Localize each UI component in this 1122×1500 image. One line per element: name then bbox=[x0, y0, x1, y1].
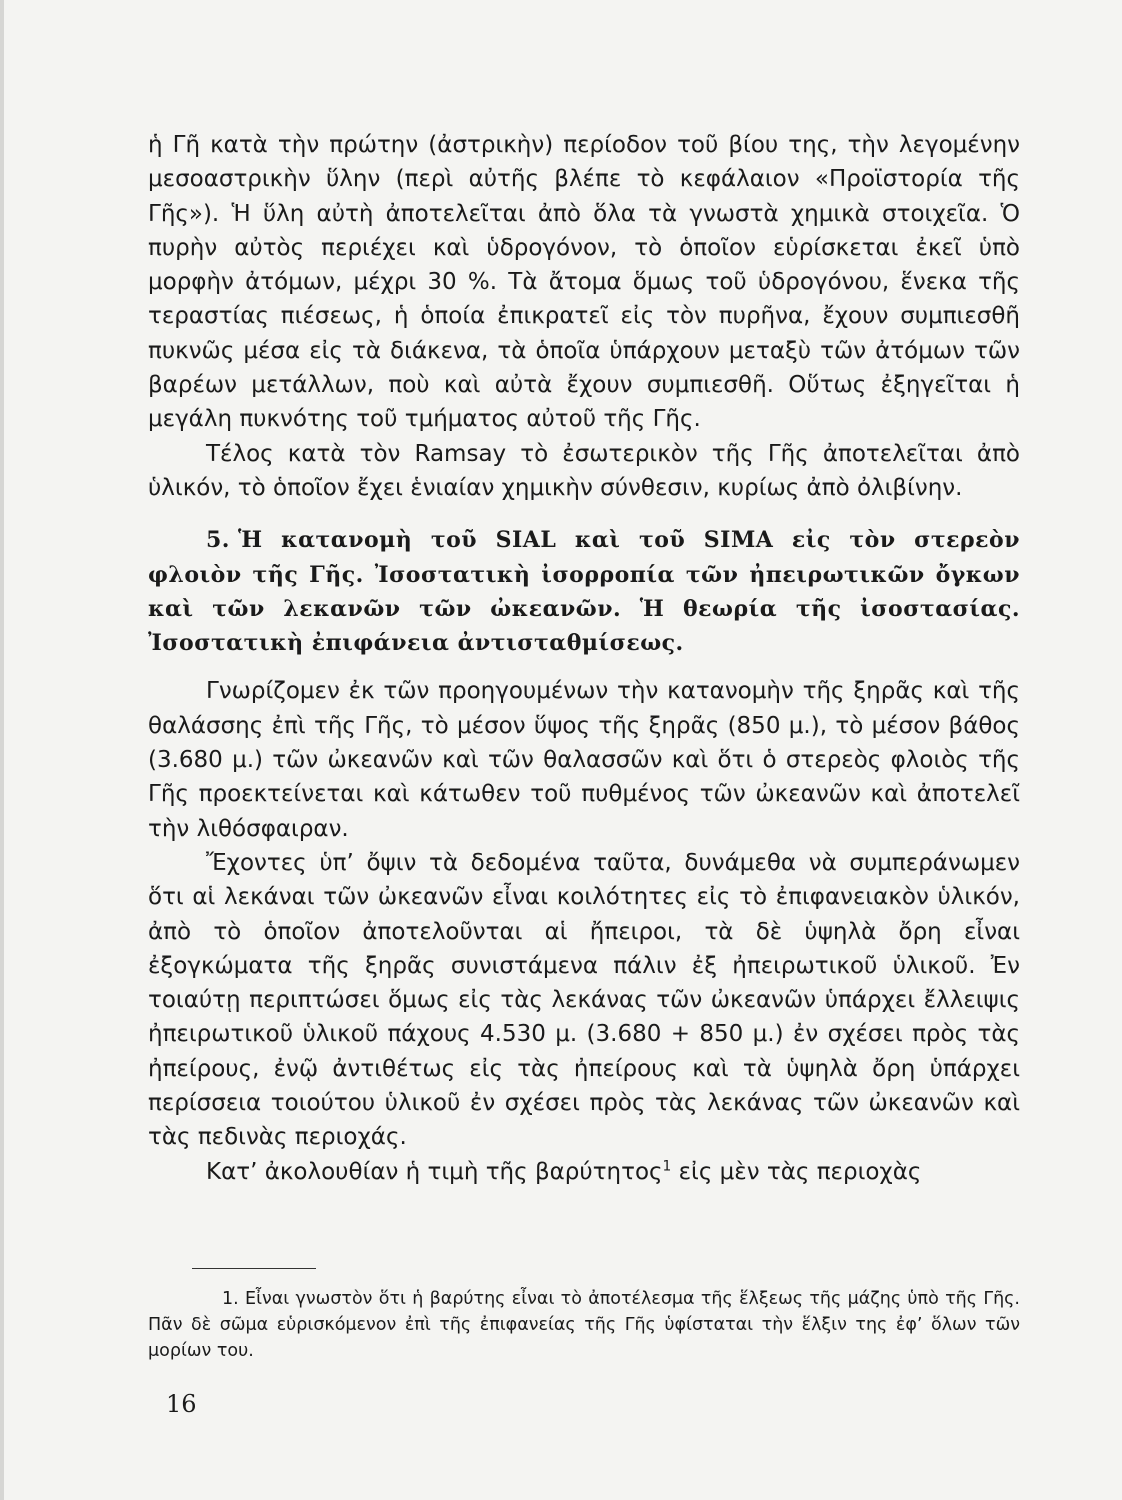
page-number: 16 bbox=[166, 1390, 197, 1418]
footnote-text: Εἶναι γνωστὸν ὅτι ἡ βαρύτης εἶναι τὸ ἀποτέλεσμα τῆς ἕλξεως τῆς μάζης ὑπὸ τῆς Γῆς. Πᾶν δὲ σῶμα εὑρισκόμενον ἐπὶ τῆς ἐπιφανείας τῆς Γῆς ὑφίσταται τὴν ἕλξιν της ἐφ’ ὅλων τῶν μορίων του. bbox=[148, 1289, 1020, 1361]
page-edge bbox=[0, 0, 4, 1500]
section-title: Ἡ κατανομὴ τοῦ SIAL καὶ τοῦ SIMA εἰς τὸν στερεὸν φλοιὸν τῆς Γῆς. Ἰσοστατικὴ ἰσορροπία τῶν ἠπειρωτικῶν ὄγκων καὶ τῶν λεκανῶν τῶν ὠκεανῶν. Ἡ θεωρία τῆς ἰσοστασίας. Ἰσοστατικὴ ἐπιφάνεια ἀντισταθμίσεως. bbox=[148, 527, 1020, 657]
main-text bbox=[148, 128, 1020, 1189]
paragraph-distribution: Γνωρίζομεν ἐκ τῶν προηγουμένων τὴν κατανομὴν τῆς ξηρᾶς καὶ τῆς θαλάσσης ἐπὶ τῆς Γῆς, τὸ μέσον ὕψος τῆς ξηρᾶς (850 μ.), τὸ μέσον βάθος (3.680 μ.) τῶν ὠκεανῶν καὶ τῶν θαλασσῶν καὶ ὅτι ὁ στερεὸς φλοιὸς τῆς Γῆς προεκτείνεται καὶ κάτωθεν τοῦ πυθμένος τῶν ὠκεανῶν καὶ ἀποτελεῖ τὴν λιθόσφαιραν. bbox=[148, 678, 1020, 842]
footnote bbox=[148, 1286, 1020, 1364]
gravity-text-end: εἰς μὲν τὰς περιοχὰς bbox=[671, 1158, 922, 1185]
paragraph-continuation: ἡ Γῆ κατὰ τὴν πρώτην (ἀστρικὴν) περίοδον τοῦ βίου της, τὴν λεγομένην μεσοαστρικὴν ὕλην (περὶ αὐτῆς βλέπε τὸ κεφάλαιον «Προϊστορία τῆς Γῆς»). Ἡ ὕλη αὐτὴ ἀποτελεῖται ἀπὸ ὅλα τὰ γνωστὰ χημικὰ στοιχεῖα. Ὁ πυρὴν αὐτὸς περιέχει καὶ ὑδρογόνον, τὸ ὁποῖον εὑρίσκεται ἐκεῖ ὑπὸ μορφὴν ἀτόμων, μέχρι 30 %. Τὰ ἄτομα ὅμως τοῦ ὑδρογόνου, ἕνεκα τῆς τεραστίας πιέσεως, ἡ ὁποία ἐπικρατεῖ εἰς τὸν πυρῆνα, ἔχουν συμπιεσθῆ πυκνῶς μέσα εἰς τὰ διάκενα, τὰ ὁποῖα ὑπάρχουν μεταξὺ τῶν ἀτόμων τῶν βαρέων μετάλλων, ποὺ καὶ αὐτὰ ἔχουν συμπιεσθῆ. Οὕτως ἐξηγεῖται ἡ μεγάλη πυκνότης τοῦ τμήματος αὐτοῦ τῆς Γῆς. bbox=[148, 132, 1020, 433]
section-heading bbox=[148, 523, 1020, 660]
footnote-divider bbox=[192, 1268, 316, 1269]
paragraph-ramsay: Τέλος κατὰ τὸν Ramsay τὸ ἐσωτερικὸν τῆς Γῆς ἀποτελεῖται ἀπὸ ὑλικόν, τὸ ὁποῖον ἔχει ἑνιαίαν χημικὴν σύνθεσιν, κυρίως ἀπὸ ὀλιβίνην. bbox=[148, 440, 1020, 501]
paragraph-conclusion: Ἔχοντες ὑπ’ ὄψιν τὰ δεδομένα ταῦτα, δυνάμεθα νὰ συμπεράνωμεν ὅτι αἱ λεκάναι τῶν ὠκεανῶν εἶναι κοιλότητες εἰς τὸ ἐπιφανειακὸν ὑλικόν, ἀπὸ τὸ ὁποῖον ἀποτελοῦνται αἱ ἤπειροι, τὰ δὲ ὑψηλὰ ὄρη εἶναι ἐξογκώματα τῆς ξηρᾶς συνιστάμενα πάλιν ἐξ ἠπειρωτικοῦ ὑλικοῦ. Ἐν τοιαύτῃ περιπτώσει ὅμως εἰς τὰς λεκάνας τῶν ὠκεανῶν ὑπάρχει ἔλλειψις ἠπειρωτικοῦ ὑλικοῦ πάχους 4.530 μ. (3.680 + 850 μ.) ἐν σχέσει πρὸς τὰς ἠπείρους, ἐνῷ ἀντιθέτως εἰς τὰς ἠπείρους καὶ τὰ ὑψηλὰ ὄρη ὑπάρχει περίσσεια τοιούτου ὑλικοῦ ἐν σχέσει πρὸς τὰς λεκάνας τῶν ὠκεανῶν καὶ τὰς πεδινὰς περιοχάς. bbox=[148, 849, 1020, 1151]
section-number: 5. bbox=[206, 527, 230, 554]
gravity-text: Κατ’ ἀκολουθίαν ἡ τιμὴ τῆς βαρύτητος bbox=[206, 1158, 663, 1185]
footnote-marker: 1. bbox=[222, 1289, 239, 1309]
paragraph-gravity bbox=[148, 1155, 1020, 1189]
footnote-reference[interactable]: 1 bbox=[662, 1157, 672, 1174]
